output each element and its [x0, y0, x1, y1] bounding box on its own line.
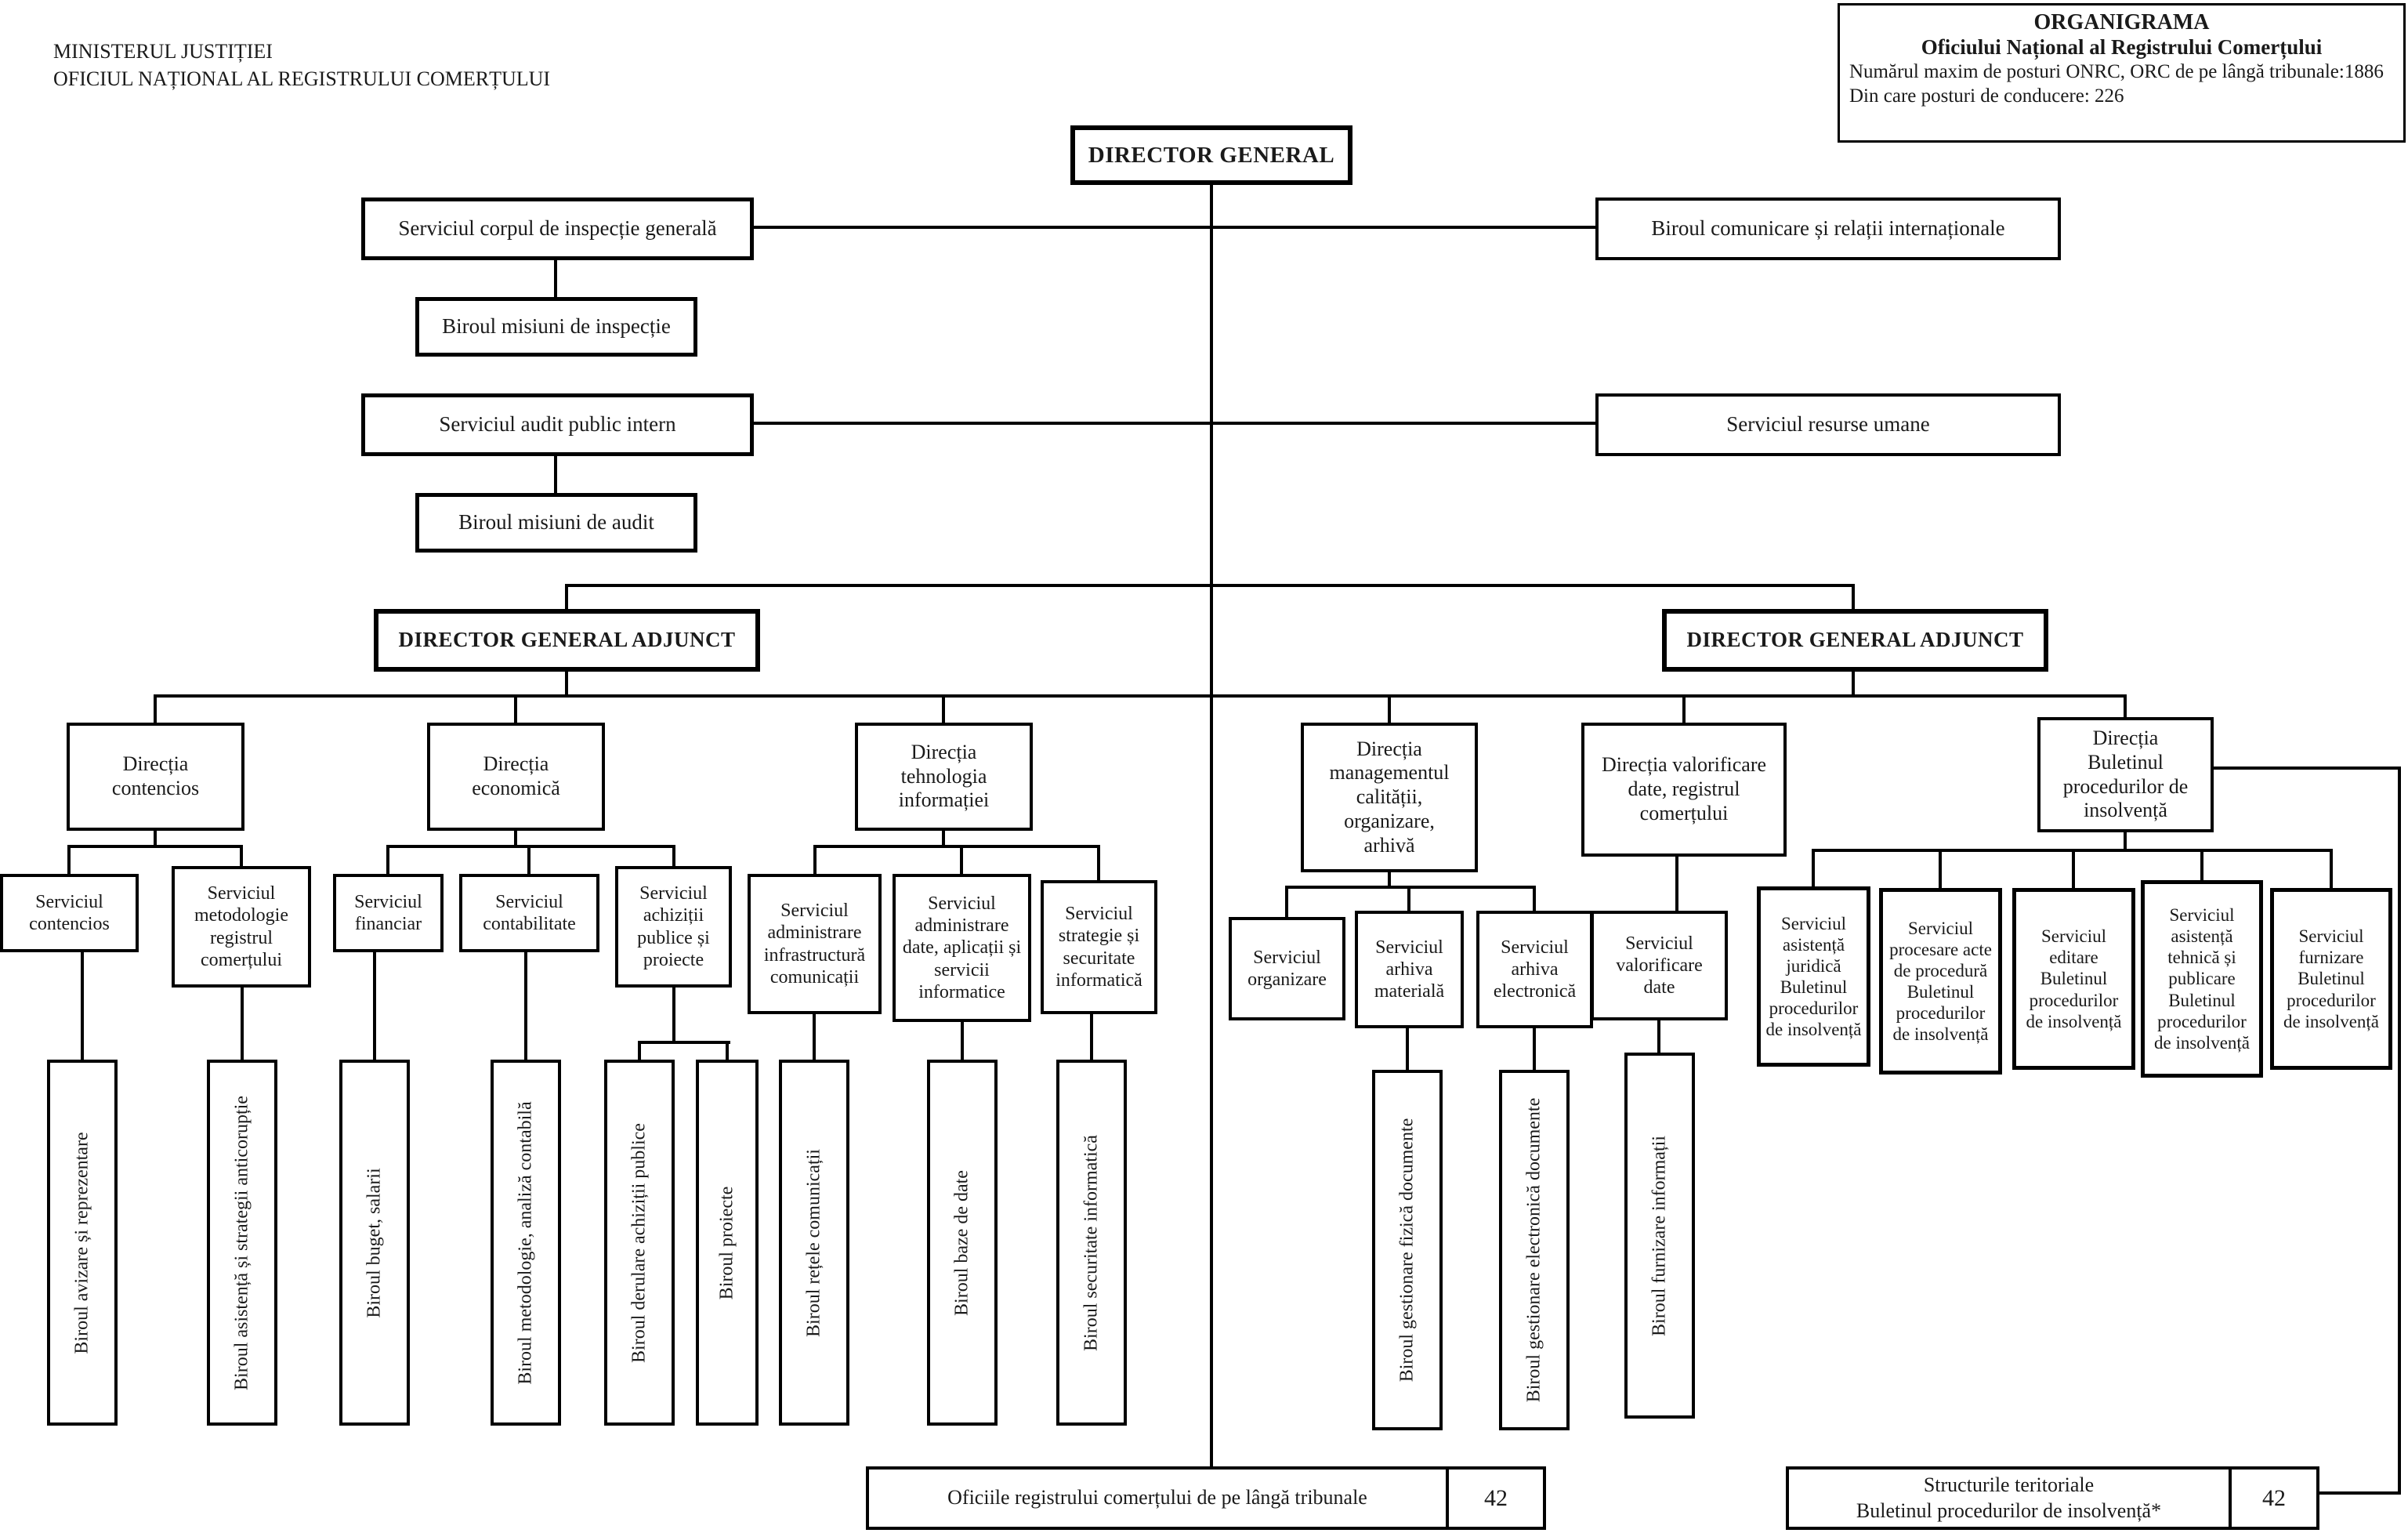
connector-line — [1097, 845, 1100, 882]
connector-line — [726, 1041, 729, 1061]
connector-line — [1090, 1013, 1093, 1061]
ministry-line1: MINISTERUL JUSTIȚIEI — [53, 40, 273, 63]
offices-label-text: Oficiile registrului comerțului de pe lângă tribunale — [947, 1486, 1367, 1509]
node-director-general — [1070, 125, 1352, 185]
connector-line — [942, 694, 945, 726]
node-label: Serviciul asistență juridică Buletinul procedurilor de insolvență — [1765, 913, 1862, 1040]
offices-label — [869, 1470, 1446, 1527]
connector-line — [524, 951, 527, 1061]
node-serviciul-financiar — [333, 874, 444, 952]
node-biroul-avizare — [47, 1060, 118, 1426]
connector-line — [2330, 849, 2333, 890]
connector-line — [2398, 766, 2401, 1495]
node-label: Biroul securitate informatică — [1081, 1134, 1102, 1351]
connector-line — [527, 845, 530, 875]
node-label: Direcția tehnologia informației — [898, 740, 990, 812]
connector-line — [1407, 886, 1410, 912]
connector-line — [554, 260, 557, 297]
connector-line — [754, 226, 1595, 229]
node-label: Biroul gestionare fizică documente — [1396, 1118, 1418, 1383]
node-label: Serviciul asistență tehnică și publicare Buletinul procedurilor de insolvență — [2154, 905, 2250, 1053]
connector-line — [81, 951, 84, 1061]
connector-line — [960, 845, 963, 875]
connector-line — [67, 845, 71, 875]
node-label: Biroul furnizare informații — [1649, 1135, 1670, 1336]
connector-line — [961, 1020, 964, 1061]
connector-line — [1285, 886, 1536, 889]
node-label: Serviciul procesare acte de procedură Buletinul procedurilor de insolvență — [1889, 918, 1992, 1045]
node-label: DIRECTOR GENERAL ADJUNCT — [398, 628, 736, 652]
node-directia-management — [1301, 723, 1478, 872]
node-serviciul-metodologie — [172, 866, 311, 988]
node-biroul-gestionare-electronica — [1499, 1070, 1570, 1430]
node-label: Direcția contencios — [111, 752, 200, 799]
connector-line — [1657, 1020, 1660, 1054]
node-biroul-retele — [779, 1060, 849, 1426]
node-label: Serviciul organizare — [1247, 947, 1327, 990]
legend-posts-line: Numărul maxim de posturi ONRC, ORC de pe lângă tribunale:1886 — [1849, 61, 2384, 82]
node-serviciul-bpi-juridica — [1757, 886, 1870, 1067]
territorial-line1: Structurile teritoriale — [1923, 1473, 2095, 1496]
connector-line — [373, 951, 376, 1061]
node-serviciul-bpi-furnizare — [2270, 888, 2392, 1070]
connector-line — [638, 1041, 641, 1061]
connector-line — [514, 694, 517, 726]
connector-line — [1852, 670, 1855, 698]
node-directia-valorificare — [1581, 723, 1787, 857]
connector-line — [241, 986, 244, 1061]
node-biroul-buget — [339, 1060, 410, 1426]
connector-line — [754, 422, 1595, 425]
connector-line — [813, 845, 817, 875]
node-label: Serviciul contencios — [29, 891, 110, 934]
connector-line — [1533, 886, 1536, 912]
node-label: Serviciul strategie și securitate informatică — [1056, 903, 1142, 991]
node-biroul-comunicare — [1595, 198, 2061, 260]
node-label: Biroul rețele comunicații — [803, 1148, 824, 1337]
node-label: Direcția managementul calității, organizare, arhivă — [1329, 737, 1450, 857]
node-serviciul-adm-date — [893, 874, 1031, 1022]
node-label: Biroul metodologie, analiză contabilă — [515, 1100, 536, 1385]
node-biroul-misiuni-audit — [415, 493, 697, 553]
node-label: Biroul misiuni de inspecție — [442, 314, 671, 339]
connector-line — [2072, 849, 2075, 890]
node-serviciul-bpi-editare — [2012, 888, 2135, 1070]
connector-line — [1812, 849, 1815, 888]
territorial-label — [1789, 1470, 2229, 1527]
node-biroul-baze-date — [927, 1060, 998, 1426]
node-label: Direcția valorificare date, registrul comerțului — [1601, 753, 1767, 824]
connector-line — [2318, 1491, 2401, 1495]
connector-line — [1675, 857, 1678, 912]
node-label: Biroul gestionare electronică documente — [1523, 1097, 1544, 1403]
node-label: Serviciul furnizare Buletinul procedurilor de insolvență — [2283, 926, 2379, 1031]
connector-line — [1682, 694, 1686, 726]
connector-line — [1852, 584, 1855, 609]
node-serviciul-valorificare-date — [1591, 911, 1728, 1020]
node-biroul-anticoruptie — [207, 1060, 277, 1426]
node-label: Direcția economică — [472, 752, 560, 799]
node-dga-right — [1662, 609, 2048, 672]
connector-line — [155, 694, 2127, 698]
ministry-line2: OFICIUL NAȚIONAL AL REGISTRULUI COMERȚULUI — [53, 67, 551, 91]
node-label: Biroul comunicare și relații internaționale — [1651, 216, 2005, 241]
node-label: Serviciul valorificare date — [1616, 933, 1703, 998]
node-serviciul-corp-inspectie — [361, 198, 754, 260]
node-directia-contencios — [67, 723, 244, 831]
node-label: DIRECTOR GENERAL — [1088, 142, 1335, 168]
connector-line — [672, 845, 675, 868]
node-biroul-gestionare-fizica — [1372, 1070, 1443, 1430]
node-biroul-misiuni-inspectie — [415, 297, 697, 357]
connector-line — [2200, 849, 2203, 882]
node-label: Serviciul achiziții publice și proiecte — [637, 882, 710, 970]
node-label: Serviciul contabilitate — [483, 891, 576, 934]
connector-line — [240, 845, 243, 868]
node-label: Biroul avizare și reprezentare — [71, 1131, 92, 1354]
connector-line — [1285, 886, 1288, 919]
offices-count: 42 — [1446, 1470, 1543, 1527]
node-directia-bpi — [2037, 717, 2214, 832]
connector-line — [638, 1041, 730, 1044]
node-label: Biroul asistență și strategii anticorupție — [231, 1095, 252, 1390]
legend-title: ORGANIGRAMA — [2033, 10, 2210, 34]
node-serviciul-arhiva-materiala — [1355, 911, 1464, 1028]
node-label: Serviciul arhiva materială — [1374, 937, 1445, 1002]
organigrama-legend — [1838, 3, 2406, 143]
node-serviciul-arhiva-electronica — [1476, 911, 1593, 1028]
connector-line — [154, 694, 157, 726]
territorial-count: 42 — [2229, 1470, 2316, 1527]
connector-line — [554, 456, 557, 493]
connector-line — [2214, 766, 2401, 770]
node-serviciul-organizare — [1229, 917, 1345, 1020]
node-serviciul-achizitii — [615, 866, 732, 988]
connector-line — [565, 670, 568, 698]
node-biroul-metodologie-contabila — [491, 1060, 561, 1426]
connector-line — [1939, 849, 1942, 890]
node-label: Serviciul financiar — [354, 891, 422, 934]
node-serviciul-bpi-procesare — [1879, 888, 2002, 1075]
node-serviciul-contencios — [0, 874, 139, 952]
offices-summary-box — [866, 1466, 1546, 1530]
territorial-summary-box — [1786, 1466, 2319, 1530]
node-serviciul-resurse-umane — [1595, 393, 2061, 456]
node-serviciul-audit-public — [361, 393, 754, 456]
territorial-line2: Buletinul procedurilor de insolvență* — [1856, 1499, 2162, 1522]
node-serviciul-strategie — [1041, 880, 1157, 1014]
connector-line — [813, 1013, 816, 1061]
node-label: Biroul buget, salarii — [364, 1167, 385, 1318]
node-label: Biroul misiuni de audit — [458, 510, 654, 535]
node-label: Biroul derulare achiziții publice — [628, 1122, 650, 1363]
ministry-header — [53, 38, 550, 92]
node-label: Serviciul corpul de inspecție generală — [398, 216, 717, 241]
node-serviciul-bpi-tehnica — [2141, 880, 2263, 1078]
node-biroul-proiecte — [696, 1060, 759, 1426]
connector-line — [813, 845, 1100, 848]
node-biroul-furnizare-informatii — [1624, 1053, 1695, 1419]
node-label: Biroul baze de date — [951, 1169, 972, 1316]
node-label: Serviciul editare Buletinul procedurilor de insolvență — [2026, 926, 2122, 1031]
connector-line — [1388, 694, 1391, 726]
node-label: DIRECTOR GENERAL ADJUNCT — [1686, 628, 2024, 652]
node-label: Serviciul metodologie registrul comerțului — [194, 882, 288, 970]
node-label: Serviciul resurse umane — [1726, 412, 1930, 437]
connector-line — [565, 584, 1855, 587]
node-directia-economica — [427, 723, 605, 831]
node-biroul-derulare-achizitii — [604, 1060, 675, 1426]
node-label: Serviciul administrare date, aplicații și servicii informatice — [902, 893, 1022, 1002]
node-label: Direcția Buletinul procedurilor de insolvență — [2062, 727, 2189, 822]
node-label: Serviciul audit public intern — [439, 412, 676, 437]
legend-subtitle: Oficiului Național al Registrului Comerțului — [1921, 35, 2323, 59]
connector-line — [672, 986, 675, 1044]
node-dga-left — [374, 609, 760, 672]
node-label: Serviciul arhiva electronică — [1493, 937, 1577, 1002]
connector-line — [1406, 1028, 1409, 1071]
legend-management-line: Din care posturi de conducere: 226 — [1849, 85, 2124, 107]
connector-line — [386, 845, 389, 875]
connector-line — [1533, 1028, 1536, 1071]
node-serviciul-adm-infrastructura — [748, 874, 882, 1014]
node-directia-tehnologia — [855, 723, 1033, 831]
node-label: Serviciul administrare infrastructură comunicații — [763, 900, 866, 988]
node-label: Biroul proiecte — [716, 1186, 737, 1299]
connector-line — [386, 845, 675, 848]
node-biroul-securitate — [1056, 1060, 1127, 1426]
connector-line — [565, 584, 568, 609]
node-serviciul-contabilitate — [459, 874, 599, 952]
connector-line — [67, 845, 243, 848]
connector-trunk — [1210, 185, 1213, 1466]
